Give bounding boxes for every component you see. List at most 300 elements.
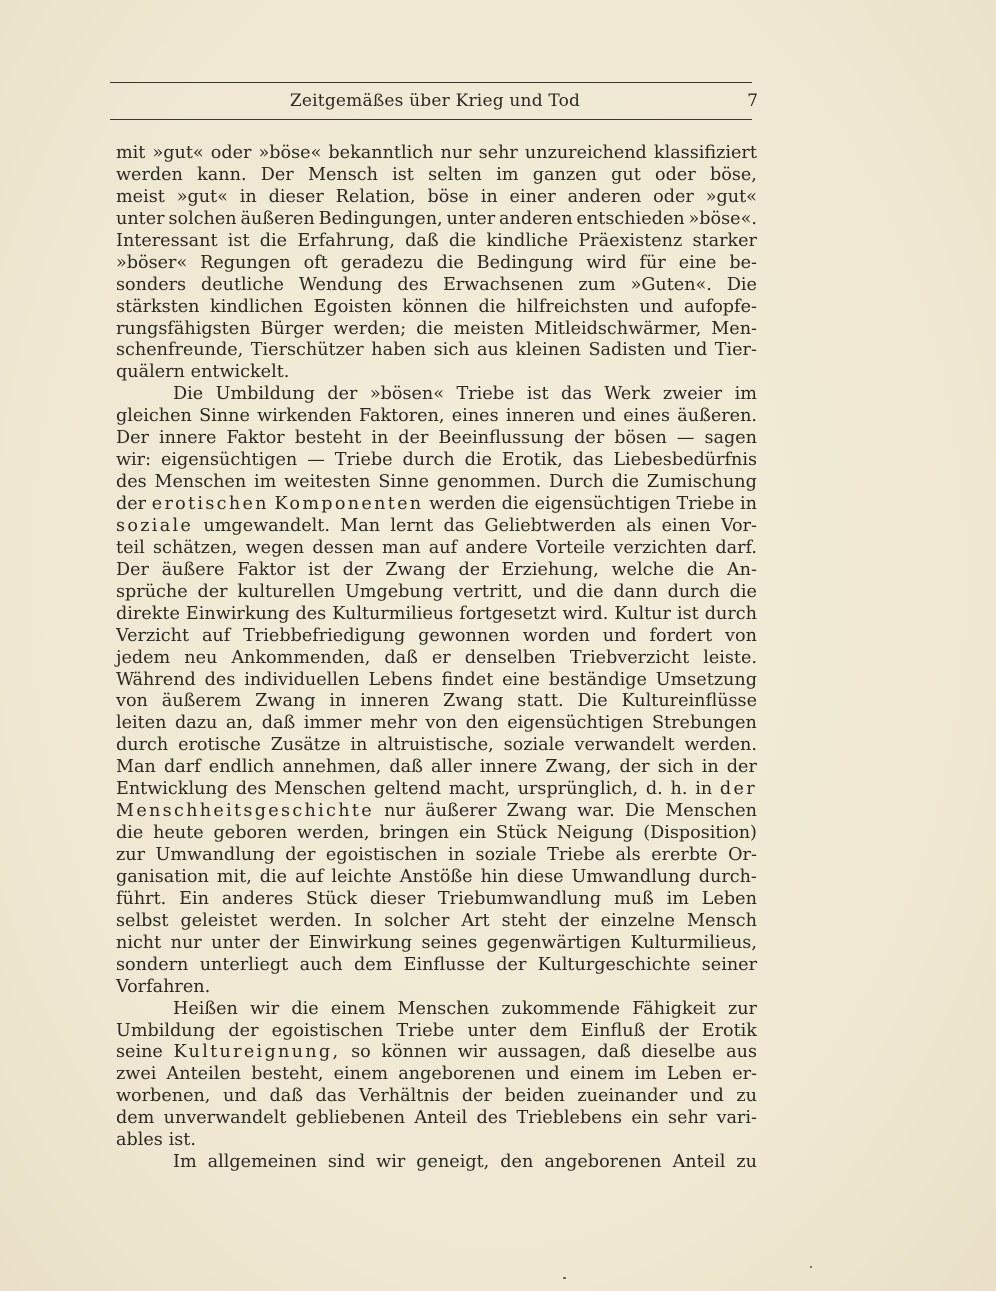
word: nicht: [116, 932, 162, 953]
word: Umsetzung: [655, 669, 757, 690]
word: meist: [116, 186, 165, 207]
word: Art: [461, 910, 490, 931]
word: Kulturmilieus,: [630, 932, 757, 953]
word: gut: [611, 164, 641, 185]
word: Stück: [496, 823, 547, 844]
word: welche: [611, 559, 675, 580]
text-line: [116, 582, 757, 604]
word: dann: [613, 581, 658, 602]
word: zu: [736, 1152, 757, 1173]
word: Trieblebens: [516, 1108, 622, 1129]
word: selbst: [116, 910, 169, 931]
word: die: [259, 866, 288, 887]
word: können: [381, 1042, 448, 1063]
word: Menschen: [154, 472, 247, 493]
word: egoistischen: [271, 1020, 384, 1041]
word: »gut«: [152, 143, 204, 163]
word: be-: [729, 252, 757, 273]
word: meisten: [453, 318, 525, 339]
word: Umbildung: [116, 1020, 216, 1041]
word: zukommende: [501, 998, 621, 1019]
word: nur: [440, 143, 472, 163]
word: werden,: [297, 823, 370, 844]
word: rungsfähigsten: [116, 318, 251, 339]
word: Zwang,: [545, 757, 612, 778]
word: der: [197, 581, 228, 602]
word: Fähigkeit: [632, 998, 716, 1019]
word: heute: [153, 823, 204, 844]
word: inneren: [360, 691, 430, 712]
word: ist: [392, 164, 414, 185]
word: sondern: [116, 954, 189, 975]
word: Triebe: [547, 845, 605, 865]
word: Entwicklung: [116, 779, 228, 800]
word: diese: [516, 866, 564, 887]
word: Werk: [604, 384, 651, 405]
word: zur: [116, 845, 146, 865]
word: Menschheitsgeschichte: [116, 801, 374, 822]
text-line: [116, 977, 757, 999]
word: ein: [631, 1108, 659, 1129]
word: auf: [428, 537, 458, 558]
word: mit: [116, 143, 146, 163]
word: In: [353, 910, 373, 931]
word: leichte: [331, 866, 392, 887]
word: Anstöße: [399, 866, 473, 887]
word: ganisation: [116, 866, 209, 887]
word: zueinander: [577, 1086, 678, 1107]
word: innere: [479, 757, 538, 778]
word: und: [222, 1086, 257, 1107]
body-text: [116, 143, 757, 1174]
word: von: [425, 713, 458, 734]
word: böse,: [709, 164, 757, 185]
word: Bürger: [260, 318, 324, 339]
word: dem: [353, 954, 393, 975]
word: in: [480, 186, 498, 207]
word: Zwang: [255, 691, 316, 712]
word: unterliegt: [199, 954, 289, 975]
word: im: [666, 888, 689, 909]
word: zweier: [662, 384, 723, 405]
word: im: [734, 384, 757, 405]
word: durch: [667, 581, 720, 602]
word: und: [525, 1064, 560, 1085]
word: zwei: [116, 1064, 157, 1085]
word: die: [478, 296, 506, 317]
text-line: [116, 867, 757, 889]
word: immer: [303, 713, 362, 734]
word: egoistischen: [325, 845, 438, 865]
word: die: [611, 472, 640, 493]
word: einem: [330, 998, 386, 1019]
word: Kultureignung,: [173, 1042, 341, 1063]
word: Der: [116, 428, 149, 449]
word: endlich: [208, 757, 275, 778]
word: Lebens: [368, 669, 433, 690]
word: Tierschützer: [250, 340, 364, 361]
word: der: [658, 1020, 689, 1041]
text-line: [116, 209, 757, 231]
text-line: [116, 560, 757, 582]
word: Or-: [728, 845, 757, 865]
word: h.: [670, 779, 688, 800]
word: steht: [501, 910, 547, 931]
word: macht,: [448, 779, 510, 800]
word: in: [701, 757, 719, 778]
word: solchen: [168, 208, 237, 229]
word: Faktor: [226, 428, 285, 449]
word: Während: [116, 669, 196, 690]
text-line: [116, 713, 757, 735]
word: inneren: [505, 406, 575, 427]
word: die: [464, 450, 492, 471]
word: aus: [477, 340, 508, 361]
text-line: [116, 889, 757, 911]
word: die: [448, 230, 477, 251]
word: schenfreunde,: [116, 340, 244, 361]
word: als: [626, 515, 652, 536]
word: starker: [692, 230, 757, 251]
running-header: [110, 88, 760, 116]
word: das: [561, 384, 592, 405]
word: statt.: [517, 691, 564, 712]
word: werden: [116, 164, 183, 185]
word: bringen: [379, 823, 449, 844]
word: allgemeinen: [207, 1152, 317, 1173]
word: Triebbefriedigung: [243, 625, 406, 646]
word: Faktoren,: [358, 406, 445, 427]
word: unter: [211, 932, 260, 953]
word: wir: [250, 998, 280, 1019]
word: Kulturmilieus: [332, 603, 454, 624]
word: wirkenden: [257, 406, 352, 427]
word: eines: [623, 406, 670, 427]
word: Egoisten: [313, 296, 392, 317]
text-line: [116, 253, 757, 275]
word: dieser: [268, 186, 324, 207]
word: Beeinflussung: [438, 428, 565, 449]
word: Umbildung: [215, 384, 315, 405]
word: fordert: [649, 625, 713, 646]
text-line: [116, 691, 757, 713]
text-line: [116, 1130, 757, 1152]
word: wir: [457, 1042, 487, 1063]
word: führt.: [116, 888, 167, 909]
word: die: [501, 494, 529, 514]
word: Umwandlung: [571, 866, 691, 887]
word: soziale: [116, 515, 194, 536]
word: auf: [295, 866, 324, 887]
word: auch: [299, 954, 343, 975]
word: Erziehung,: [501, 559, 599, 580]
word: für: [639, 252, 666, 273]
word: Wendung: [298, 274, 383, 295]
word: sich: [657, 757, 694, 778]
text-line: [116, 648, 757, 670]
word: sind: [327, 1152, 366, 1173]
word: unter: [467, 1020, 516, 1041]
word: Liebesbedürfnis: [613, 450, 757, 471]
word: im: [254, 472, 277, 493]
word: Regungen: [200, 252, 291, 273]
text-line: [116, 955, 757, 977]
word: Mensch: [307, 164, 378, 185]
word: Mensch: [687, 910, 757, 931]
word: oder: [655, 164, 696, 185]
word: leiten: [116, 713, 167, 734]
word: Triebe: [676, 494, 735, 514]
word: seiner: [701, 954, 757, 975]
text-line: [116, 340, 757, 362]
word: der: [461, 1086, 492, 1107]
text-line: [116, 911, 757, 933]
text-line: [116, 143, 757, 165]
word: man: [382, 537, 421, 558]
word: ist: [227, 230, 250, 251]
word: quälern: [116, 362, 185, 383]
word: von: [116, 691, 148, 712]
word: Im: [173, 1152, 197, 1173]
word: mit,: [216, 866, 252, 887]
word: gegenwärtigen: [486, 932, 622, 953]
word: ein: [458, 823, 487, 844]
word: Präexistenz: [578, 230, 683, 251]
word: gleichen: [116, 406, 192, 427]
word: Bedingung: [476, 252, 574, 273]
word: ables: [116, 1130, 163, 1151]
word: des: [235, 779, 267, 800]
word: ist: [526, 384, 549, 405]
text-line: [116, 1152, 757, 1174]
word: oft: [303, 252, 328, 273]
word: der: [726, 757, 757, 778]
word: unverwandelt: [163, 1108, 287, 1129]
word: aufopfe-: [683, 296, 757, 317]
text-line: [116, 801, 757, 823]
word: eigensüchtigen: [534, 494, 671, 514]
word: Man: [116, 757, 156, 778]
word: und: [673, 340, 708, 361]
word: zur: [727, 998, 757, 1019]
word: wir:: [116, 450, 152, 471]
word: anderen: [567, 186, 642, 207]
word: Leben: [701, 888, 757, 909]
text-line: [116, 428, 757, 450]
word: des: [295, 603, 327, 624]
word: Strebungen: [652, 713, 757, 734]
word: seines: [421, 932, 478, 953]
word: Sinne: [199, 406, 250, 427]
word: d.: [645, 779, 663, 800]
word: Ein: [179, 888, 209, 909]
text-line: [116, 999, 757, 1021]
word: Sadisten: [588, 340, 666, 361]
word: äußerer: [425, 801, 497, 822]
word: und: [532, 581, 567, 602]
word: war.: [577, 801, 615, 822]
word: der: [228, 1020, 259, 1041]
text-line: [116, 845, 757, 867]
word: auf: [201, 625, 231, 646]
word: eigensüchtigen: [160, 450, 298, 471]
word: daß: [261, 713, 296, 734]
word: einem: [333, 1064, 389, 1085]
word: ist: [676, 603, 699, 624]
text-line: [116, 670, 757, 692]
text-line: [116, 779, 757, 801]
word: muß: [613, 888, 654, 909]
word: »gut«: [705, 186, 757, 207]
word: in: [695, 779, 713, 800]
word: denselben: [464, 647, 556, 668]
word: »Guten«.: [630, 274, 712, 295]
word: des: [204, 669, 236, 690]
word: Triebe: [396, 1020, 455, 1041]
word: werden.: [684, 735, 757, 756]
word: Einfluß: [580, 1020, 646, 1041]
word: ursprünglich,: [517, 779, 639, 800]
word: wir: [376, 1152, 406, 1173]
word: Die: [624, 801, 656, 822]
word: zum: [578, 274, 616, 295]
word: aller: [431, 757, 472, 778]
word: stärksten: [116, 296, 200, 317]
word: unter: [116, 208, 165, 229]
word: Anteil: [672, 1152, 726, 1173]
word: darf.: [715, 537, 757, 558]
word: kleinen: [515, 340, 581, 361]
word: innere: [158, 428, 217, 449]
word: Die: [577, 691, 608, 712]
word: die: [436, 252, 464, 273]
word: böse: [427, 186, 469, 207]
word: der: [496, 954, 527, 975]
word: andere: [465, 537, 528, 558]
word: kann.: [197, 164, 247, 185]
word: worden: [522, 625, 590, 646]
text-line: [116, 494, 757, 516]
word: —: [307, 450, 325, 471]
word: eines: [451, 406, 499, 427]
word: ganzen: [532, 164, 597, 185]
word: das: [572, 450, 604, 471]
word: Umgebung: [344, 581, 444, 602]
word: hin: [480, 866, 509, 887]
word: entschieden: [576, 208, 685, 229]
word: der: [574, 428, 605, 449]
word: Menschen: [665, 801, 757, 822]
text-line: [116, 362, 757, 384]
word: Verzicht: [116, 625, 190, 646]
word: einer: [509, 186, 556, 207]
word: jedem: [116, 647, 171, 668]
word: durch: [116, 735, 169, 756]
word: Zwang: [443, 691, 504, 712]
word: darf: [163, 757, 201, 778]
word: Ankommenden,: [231, 647, 371, 668]
word: angeborenen: [544, 1152, 662, 1173]
word: die: [259, 230, 288, 251]
word: Umwandlung: [155, 845, 275, 865]
word: einzelne: [600, 910, 676, 931]
word: daß: [597, 1042, 631, 1063]
word: der: [342, 559, 373, 580]
word: der: [116, 494, 147, 514]
word: er-: [732, 1064, 757, 1085]
word: fortgesetzt: [459, 603, 557, 624]
word: An-: [726, 559, 757, 580]
word: Anteil: [414, 1108, 468, 1129]
word: Die: [173, 384, 204, 405]
word: Triebe: [334, 450, 393, 471]
word: im: [496, 164, 519, 185]
word: entwickelt.: [190, 362, 290, 383]
word: Mitleidschwärmer,: [534, 318, 702, 339]
word: durch: [402, 450, 455, 471]
word: lernt: [390, 515, 434, 536]
word: Vor-: [720, 515, 757, 536]
word: sich: [433, 340, 470, 361]
word: und: [581, 406, 616, 427]
word: Men-: [711, 318, 757, 339]
word: durch: [704, 603, 757, 624]
word: der: [285, 845, 316, 865]
text-line: [116, 231, 757, 253]
word: haben: [371, 340, 427, 361]
word: solcher: [384, 910, 450, 931]
word: erotische: [178, 735, 261, 756]
word: beiden: [504, 1086, 565, 1107]
word: Man: [340, 515, 381, 536]
word: weitesten: [284, 472, 371, 493]
word: die: [116, 823, 144, 844]
word: äußerem: [161, 691, 242, 712]
text-line: [116, 604, 757, 626]
text-line: [116, 187, 757, 209]
word: der: [558, 910, 589, 931]
word: einen: [661, 515, 711, 536]
word: und: [689, 1086, 724, 1107]
word: anderen: [499, 208, 573, 229]
word: mehr: [370, 713, 417, 734]
word: des: [397, 274, 429, 295]
text-line: [116, 823, 757, 845]
word: leiste.: [703, 647, 757, 668]
word: genommen.: [436, 472, 542, 493]
word: Triebe: [456, 384, 515, 405]
word: dem: [116, 1108, 155, 1129]
text-line: [116, 1021, 757, 1043]
word: in: [371, 428, 389, 449]
word: schätzen,: [152, 537, 238, 558]
word: eine: [678, 252, 717, 273]
text-line: [116, 275, 757, 297]
word: Zusätze: [270, 735, 341, 756]
word: Faktor: [237, 559, 296, 580]
word: daß: [405, 230, 439, 251]
text-line: [116, 735, 757, 757]
word: als: [615, 845, 641, 865]
word: nur: [384, 801, 416, 822]
word: Menschen: [397, 998, 490, 1019]
word: Die: [726, 274, 757, 295]
word: kulturellen: [237, 581, 336, 602]
word: »böse«: [258, 143, 322, 163]
word: Bedingungen,: [318, 208, 443, 229]
word: in: [740, 494, 757, 514]
word: annehmen,: [282, 757, 382, 778]
